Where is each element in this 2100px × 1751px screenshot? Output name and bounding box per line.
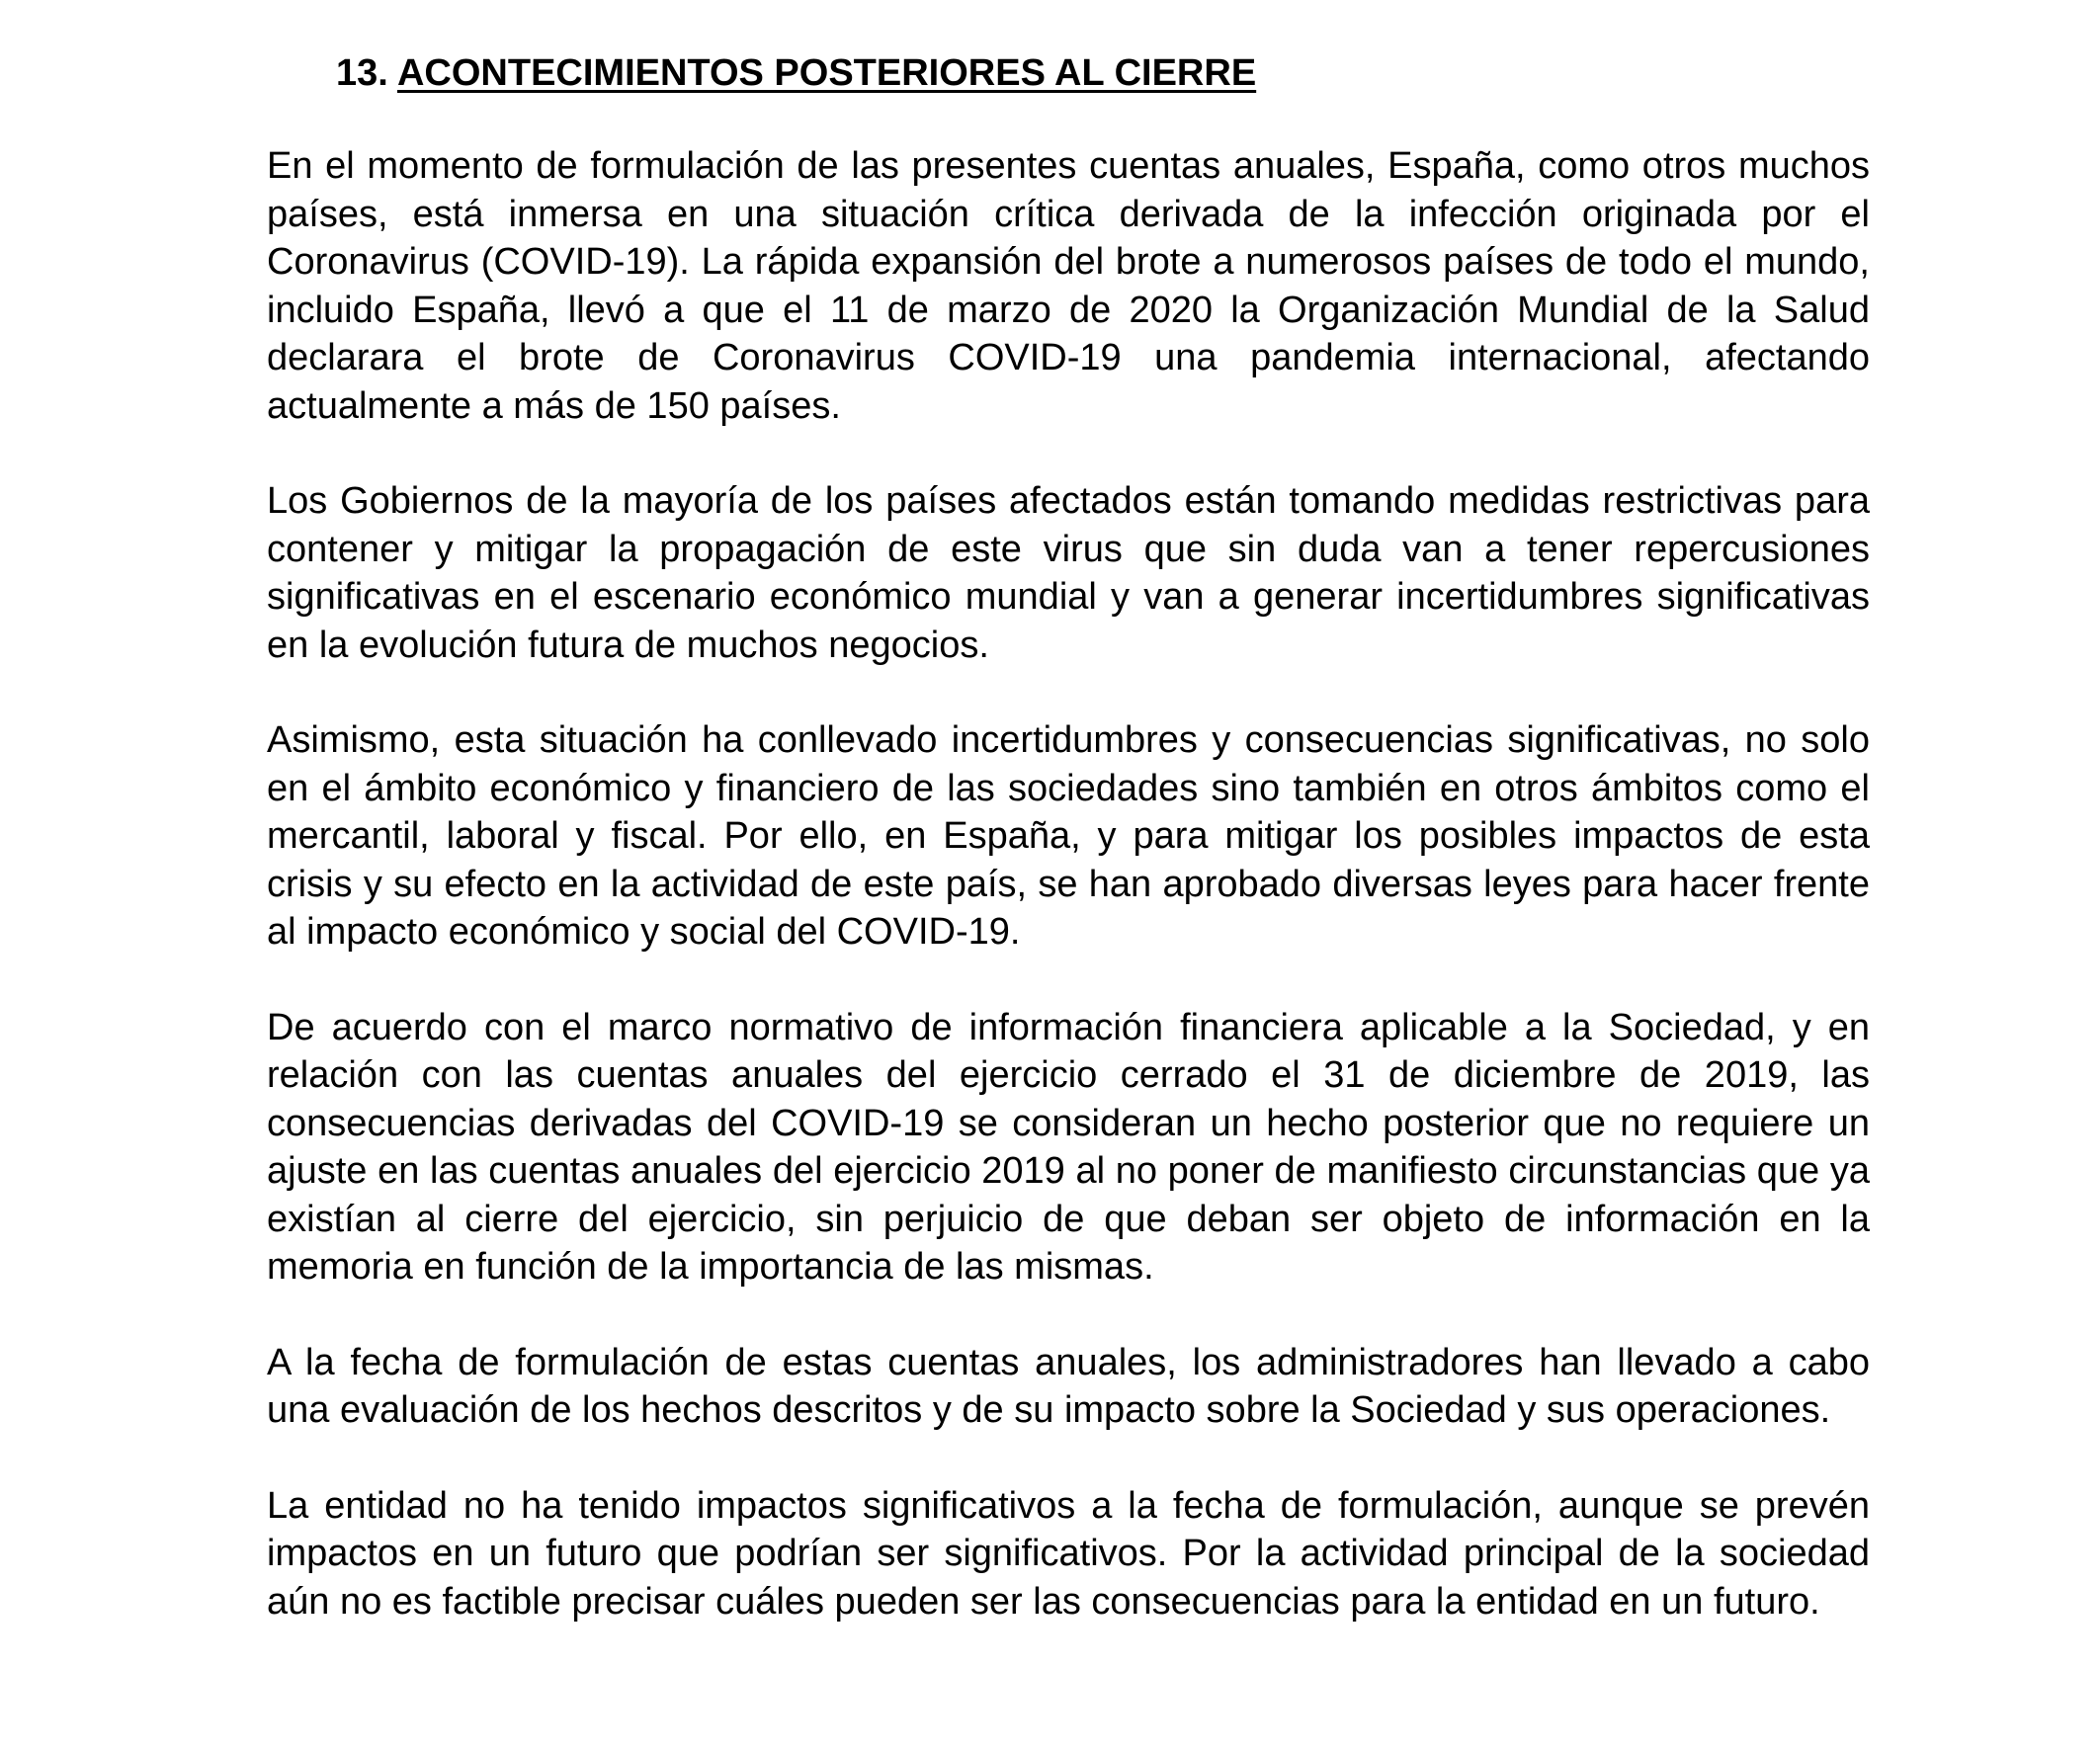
section-title: ACONTECIMIENTOS POSTERIORES AL CIERRE <box>396 52 1257 94</box>
paragraph: De acuerdo con el marco normativo de información financiera aplicable a la Sociedad, y en relación con las cuentas anuales del ejercicio cerrado el 31 de diciembre de 2019, las consecuencias derivadas del COVID-19 se consideran un hecho posterior que no requiere un ajuste en las cuentas anuales del ejercicio 2019 al no poner de manifiesto circunstancias que ya existían al cierre del ejercicio, sin perjuicio de que deban ser objeto de información en la memoria en función de la importancia de las mismas. <box>267 1006 1870 1288</box>
paragraph: Asimismo, esta situación ha conllevado incertidumbres y consecuencias significativas, no solo en el ámbito económico y financiero de las sociedades sino también en otros ámbitos como el mercantil, laboral y fiscal. Por ello, en España, y para mitigar los posibles impactos de esta crisis y su efecto en la actividad de este país, se han aprobado diversas leyes para hacer frente al impacto económico y social del COVID-19. <box>267 719 1870 953</box>
paragraph: En el momento de formulación de las presentes cuentas anuales, España, como otros muchos países, está inmersa en una situación crítica derivada de la infección originada por el Coronavirus (COVID-19). La rápida expansión del brote a numerosos países de todo el mundo, incluido España, llevó a que el 11 de marzo de 2020 la Organización Mundial de la Salud declarara el brote de Coronavirus COVID-19 una pandemia internacional, afectando actualmente a más de 150 países. <box>267 145 1870 427</box>
paragraph: A la fecha de formulación de estas cuentas anuales, los administradores han llevado a cabo una evaluación de los hechos descritos y de su impacto sobre la Sociedad y sus operaciones. <box>267 1341 1870 1431</box>
paragraph: La entidad no ha tenido impactos significativos a la fecha de formulación, aunque se prevén impactos en un futuro que podrían ser significativos. Por la actividad principal de la sociedad aún no es factible precisar cuáles pueden ser las consecuencias para la entidad en un futuro. <box>267 1484 1870 1623</box>
paragraph: Los Gobiernos de la mayoría de los países afectados están tomando medidas restrictivas para contener y mitigar la propagación de este virus que sin duda van a tener repercusiones significativas en el escenario económico mundial y van a generar incertidumbres significativas en la evolución futura de muchos negocios. <box>267 480 1870 666</box>
section-heading <box>336 49 1256 97</box>
section-number: 13. <box>336 52 388 94</box>
section-body <box>267 142 1870 1673</box>
